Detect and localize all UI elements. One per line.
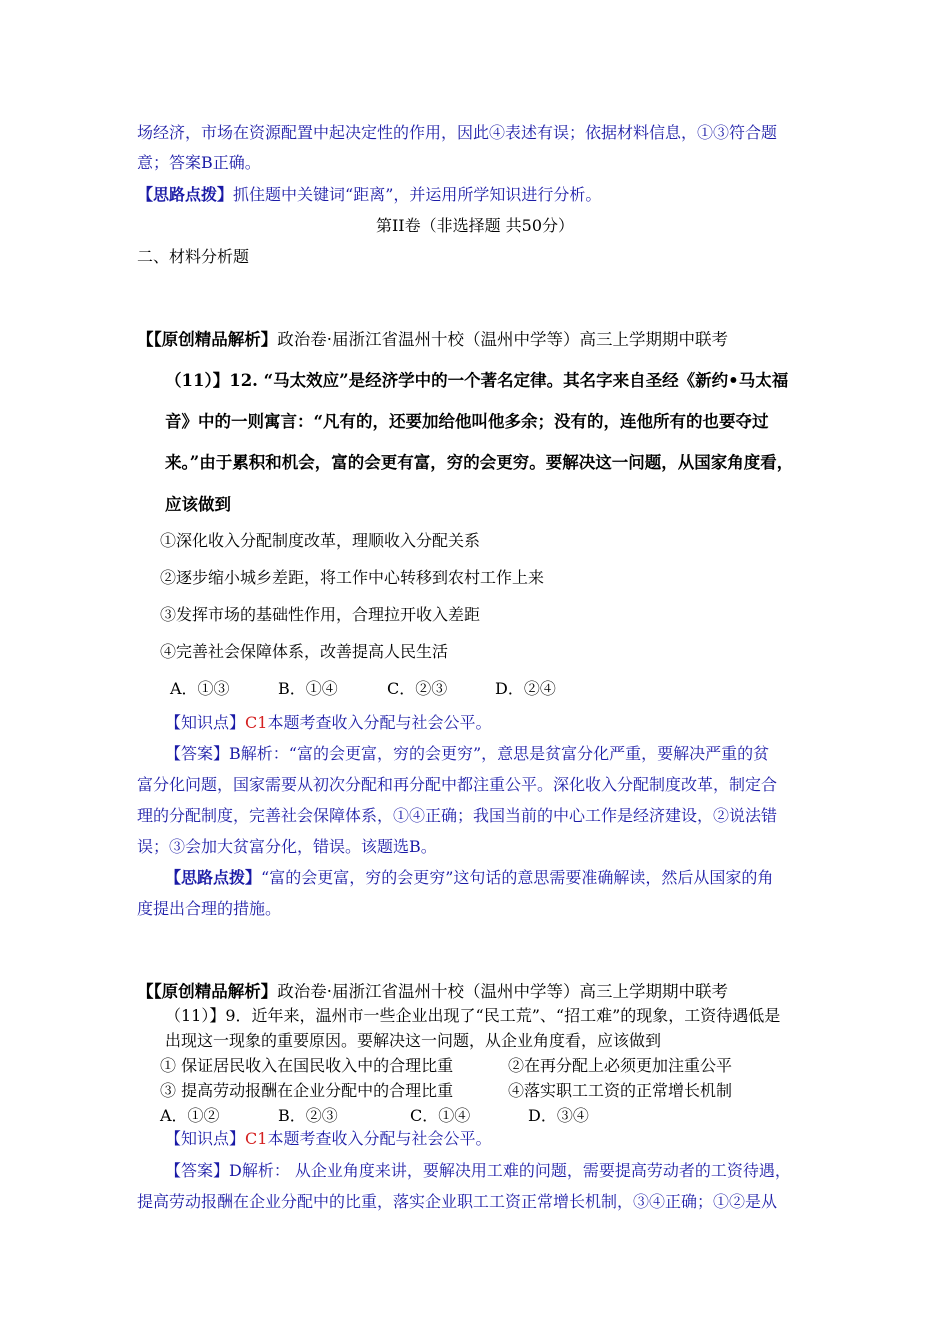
choice-item: ③发挥市场的基础性作用，合理拉开收入差距 <box>160 605 481 624</box>
answer-line: 提高劳动报酬在企业分配中的比重，落实企业职工工资正常增长机制，③④正确；①②是从 <box>137 1192 778 1211</box>
answer-option: D．③④ <box>528 1106 589 1125</box>
answer-option: A．①③ <box>170 679 230 698</box>
answer-option: D．②④ <box>495 679 556 698</box>
choice-item: ④完善社会保障体系，改善提高人民生活 <box>160 642 449 661</box>
question-header <box>137 981 728 1003</box>
answer-line: 富分化问题，国家需要从初次分配和再分配中都注重公平。深化收入分配制度改革，制定合 <box>137 775 778 794</box>
question-header-text: 政治卷·届浙江省温州十校（温州中学等）高三上学期期中联考 <box>277 330 728 349</box>
knowledge-text: 本题考查收入分配与社会公平。 <box>267 713 492 732</box>
answer-line: 误；③会加大贫富分化，错误。该题选B。 <box>137 837 437 856</box>
answer-option: B．②③ <box>278 1106 338 1125</box>
question-stem-line: 出现这一现象的重要原因。要解决这一问题，从企业角度看，应该做到 <box>165 1031 662 1050</box>
choice-item: ②在再分配上必须更加注重公平 <box>508 1056 733 1075</box>
tip-paragraph <box>165 867 773 889</box>
continued-explanation-line: 意；答案B正确。 <box>137 153 261 172</box>
answer-text: B解析：“富的会更富，穷的会更穷”，意思是贫富分化严重，要解决严重的贫 <box>229 744 770 763</box>
knowledge-point <box>165 712 491 734</box>
question-stem-line: 音》中的一则寓言：“凡有的，还要加给他叫他多余；没有的，连他所有的也要夺过 <box>165 412 769 431</box>
answer-line: 理的分配制度，完善社会保障体系，①④正确；我国当前的中心工作是经济建设，②说法错 <box>137 806 778 825</box>
tip-line: 度提出合理的措施。 <box>137 899 282 918</box>
answer-tag: 【答案】 <box>165 744 230 763</box>
tip-tag: 【思路点拨】 <box>137 185 234 204</box>
knowledge-tag: 【知识点】 <box>165 713 246 732</box>
answer-option: C．①④ <box>410 1106 471 1125</box>
continued-explanation-line: 场经济，市场在资源配置中起决定性的作用，因此④表述有误；依据材料信息，①③符合题 <box>137 123 778 142</box>
choice-item: ①深化收入分配制度改革，理顺收入分配关系 <box>160 531 481 550</box>
answer-option: A．①② <box>160 1106 220 1125</box>
knowledge-text: 本题考查收入分配与社会公平。 <box>267 1129 492 1148</box>
answer-option: B．①④ <box>278 679 338 698</box>
answer-text: D解析： 从企业角度来讲，要解决用工难的问题，需要提高劳动者的工资待遇， <box>229 1161 791 1180</box>
tip-paragraph <box>137 184 601 206</box>
tip-tag: 【思路点拨】 <box>165 868 262 887</box>
knowledge-point <box>165 1128 491 1150</box>
question-stem-line: （11）】12. “马太效应”是经济学中的一个著名定律。其名字来自圣经《新约•马太福 <box>165 371 789 390</box>
choice-item: ③ 提高劳动报酬在企业分配中的合理比重 <box>160 1081 454 1100</box>
answer-option: C．②③ <box>387 679 448 698</box>
answer-line <box>165 743 769 765</box>
section-title: 第II卷（非选择题 共50分） <box>375 216 575 235</box>
knowledge-tag: 【知识点】 <box>165 1129 246 1148</box>
answer-line <box>165 1160 791 1182</box>
answer-tag: 【答案】 <box>165 1161 230 1180</box>
question-stem-line: （11）】9．近年来，温州市一些企业出现了“民工荒”、“招工难”的现象，工资待遇低是 <box>165 1006 781 1025</box>
choice-item: ④落实职工工资的正常增长机制 <box>508 1081 733 1100</box>
section-subtitle: 二、材料分析题 <box>137 247 250 266</box>
choice-item: ②逐步缩小城乡差距，将工作中心转移到农村工作上来 <box>160 568 545 587</box>
knowledge-code: C1 <box>245 1129 268 1148</box>
question-header <box>137 329 728 351</box>
question-stem-line: 来。”由于累积和机会，富的会更有富，穷的会更穷。要解决这一问题，从国家角度看， <box>165 453 794 472</box>
question-header-text: 政治卷·届浙江省温州十校（温州中学等）高三上学期期中联考 <box>277 982 728 1001</box>
choice-item: ① 保证居民收入在国民收入中的合理比重 <box>160 1056 454 1075</box>
knowledge-code: C1 <box>245 713 268 732</box>
question-header-tag: 【【原创精品解析】 <box>137 330 278 349</box>
question-header-tag: 【【原创精品解析】 <box>137 982 278 1001</box>
question-stem-line: 应该做到 <box>165 495 231 514</box>
tip-text: 抓住题中关键词“距离”，并运用所学知识进行分析。 <box>233 185 602 204</box>
tip-text: “富的会更富，穷的会更穷”这句话的意思需要准确解读，然后从国家的角 <box>261 868 774 887</box>
